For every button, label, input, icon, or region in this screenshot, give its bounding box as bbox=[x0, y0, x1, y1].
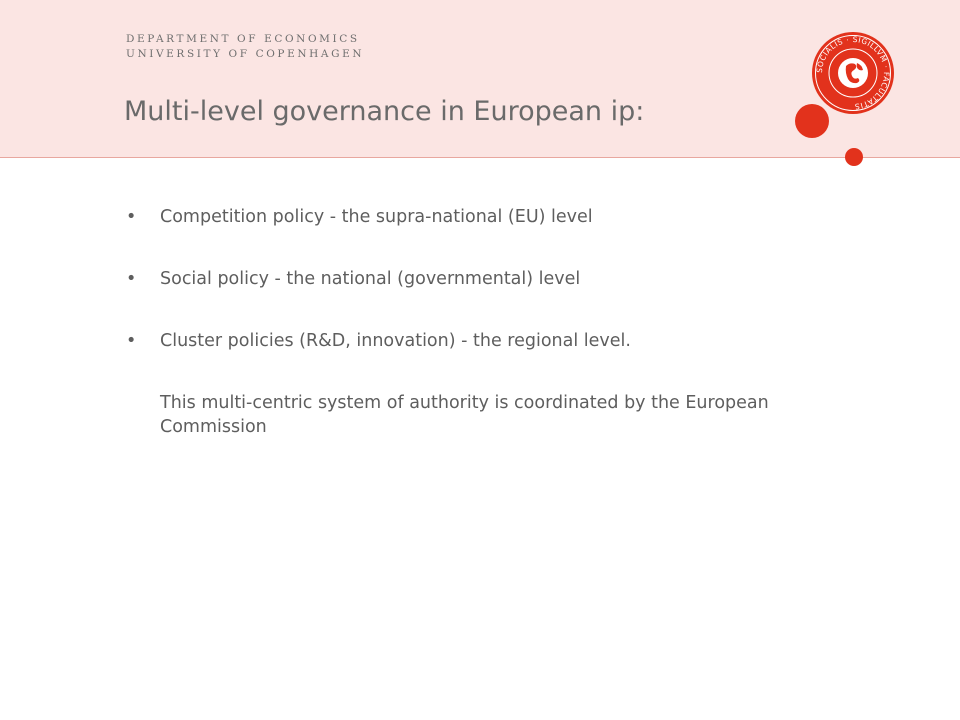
bullet-text: Cluster policies (R&D, innovation) - the regional level. bbox=[160, 331, 631, 351]
department-name: DEPARTMENT OF ECONOMICS bbox=[126, 33, 360, 45]
bullet-marker: • bbox=[126, 207, 137, 227]
university-name: UNIVERSITY OF COPENHAGEN bbox=[126, 48, 365, 60]
slide-title: Multi-level governance in European ip: bbox=[124, 96, 645, 127]
university-seal-icon bbox=[810, 30, 896, 116]
department-block bbox=[126, 32, 364, 62]
accent-dot-small bbox=[845, 148, 863, 166]
accent-dot-large bbox=[795, 104, 829, 138]
bullet-text: Social policy - the national (governmental) level bbox=[160, 269, 581, 289]
summary-paragraph: This multi-centric system of authority is coordinated by the European Commission bbox=[160, 393, 769, 437]
seal-text: SOCIALIS · SIGILLVM · FACULTATIS bbox=[814, 34, 892, 112]
bullet-text: Competition policy - the supra-national (EU) level bbox=[160, 207, 593, 227]
bullet-marker: • bbox=[126, 269, 137, 289]
bullet-marker: • bbox=[126, 331, 137, 351]
